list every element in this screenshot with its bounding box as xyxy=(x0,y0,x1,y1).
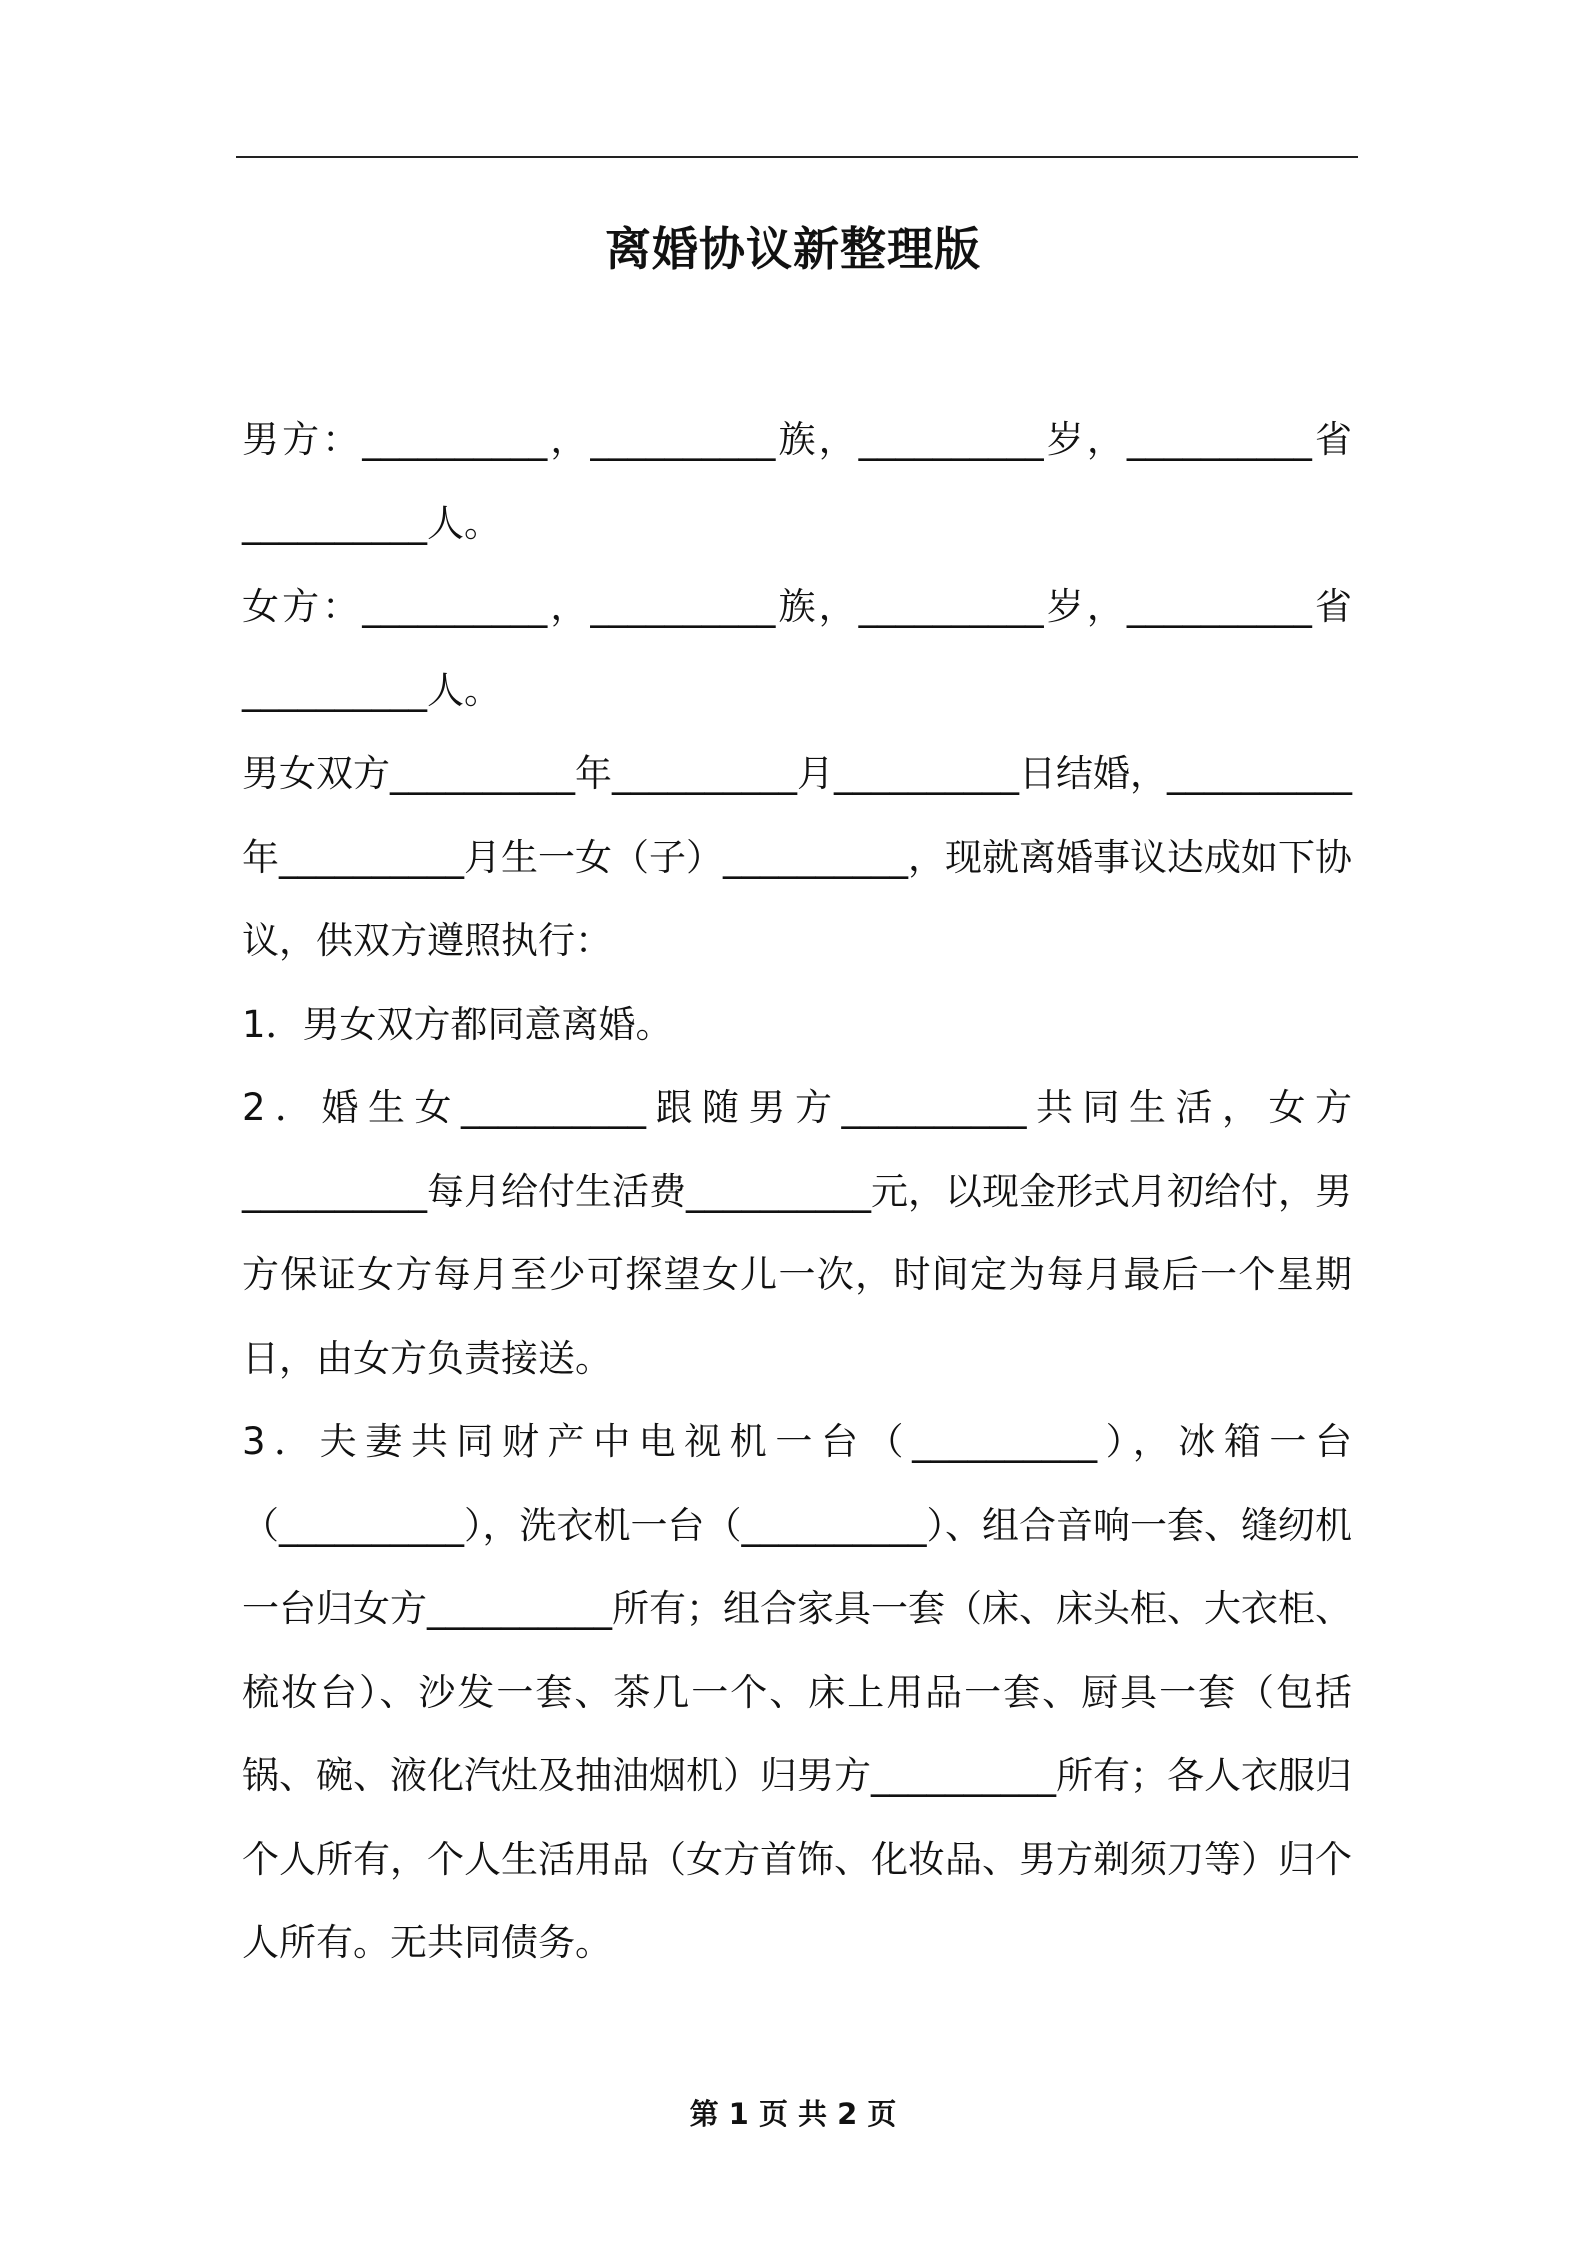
clause-1: 1．男女双方都同意离婚。 xyxy=(242,1002,673,1046)
clause-2: 2．婚生女__________跟随男方__________共同生活，女方__________每月给付生活费__________元，以现金形式月初给付，男方保证女方每月至少可探望女儿一次，时间定为每月最后一个星期日，由女方负责接送。 xyxy=(242,1086,1352,1380)
paragraph-marriage-info: 男女双方__________年__________月__________日结婚，__________年__________月生一女（子）__________，现就离婚事议达成如下协议，供双方遵照执行： xyxy=(242,752,1352,962)
document-title: 离婚协议新整理版 xyxy=(605,222,981,276)
paragraph-female-party: 女方：__________，__________族，__________岁，__________省__________人。 xyxy=(242,585,1352,712)
header-rule xyxy=(236,156,1358,158)
page-footer: 第 1 页 共 2 页 xyxy=(689,2097,897,2131)
document-body xyxy=(242,398,1352,1985)
clause-3: 3．夫妻共同财产中电视机一台（__________），冰箱一台（__________），洗衣机一台（__________）、组合音响一套、缝纫机一台归女方__________所有；组合家具一套（床、床头柜、大衣柜、梳妆台）、沙发一套、茶几一个、床上用品一套、厨具一套（包括锅、碗、液化汽灶及抽油烟机）归男方__________所有；各人衣服归个人所有，个人生活用品（女方首饰、化妆品、男方剃须刀等）归个人所有。无共同债务。 xyxy=(242,1420,1352,1964)
paragraph-male-party: 男方：__________，__________族，__________岁，__________省__________人。 xyxy=(242,418,1352,545)
